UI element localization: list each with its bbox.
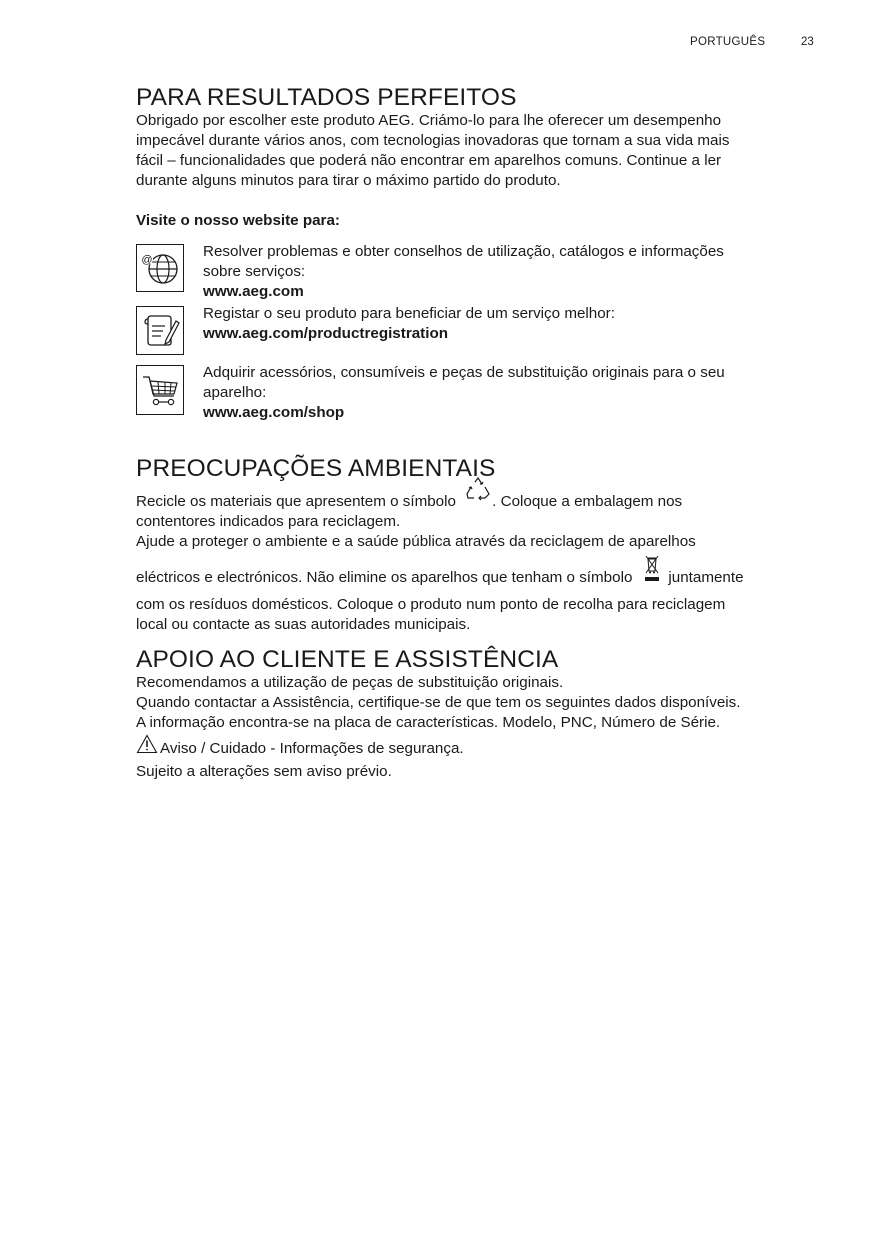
environment-line: contentores indicados para reciclagem. — [136, 513, 401, 530]
recycle-text-after: . Coloque a embalagem nos — [492, 493, 683, 510]
section-title-perfect-results: PARA RESULTADOS PERFEITOS — [136, 84, 517, 111]
visit-website-heading: Visite o nosso website para: — [136, 212, 340, 229]
shop-link-desc: Adquirir acessórios, consumíveis e peças de substituição originais para o seu — [203, 364, 725, 381]
support-line: A informação encontra-se na placa de características. Modelo, PNC, Número de Série. — [136, 714, 721, 731]
warning-text: Aviso / Cuidado - Informações de segurança. — [160, 740, 464, 758]
intro-line: durante alguns minutos para tirar o máximo partido do produto. — [136, 172, 561, 189]
environment-line: local ou contacte as suas autoridades municipais. — [136, 616, 471, 633]
shop-link-text — [203, 363, 803, 423]
weee-text-before: eléctricos e electrónicos. Não elimine os aparelhos que tenham o símbolo — [136, 569, 633, 587]
environment-line: com os resíduos domésticos. Coloque o produto num ponto de recolha para reciclagem — [136, 596, 726, 613]
globe-at-icon — [136, 244, 184, 292]
environment-line — [136, 492, 744, 512]
registration-link-text — [203, 304, 803, 344]
intro-paragraph — [136, 111, 729, 191]
crossed-bin-icon — [644, 555, 660, 589]
support-line: Sujeito a alterações sem aviso prévio. — [136, 763, 392, 780]
support-link-desc: Resolver problemas e obter conselhos de utilização, catálogos e informações — [203, 243, 724, 260]
intro-line: fácil – funcionalidades que poderá não encontrar em aparelhos comuns. Continue a ler — [136, 152, 722, 169]
shop-link-desc: aparelho: — [203, 384, 267, 401]
support-link-text — [203, 242, 803, 302]
recycle-text-before: Recicle os materiais que apresentem o símbolo — [136, 493, 456, 510]
shopping-cart-icon — [136, 365, 184, 415]
header-language: PORTUGUÊS — [690, 36, 766, 48]
warning-line — [136, 736, 740, 762]
recycle-icon — [465, 476, 491, 508]
environment-paragraph — [136, 492, 744, 635]
weee-text-after: juntamente — [668, 569, 744, 587]
section-title-customer-support: APOIO AO CLIENTE E ASSISTÊNCIA — [136, 646, 559, 673]
registration-link-desc: Registar o seu produto para beneficiar de um serviço melhor: — [203, 305, 615, 322]
intro-line: Obrigado por escolher este produto AEG. Criámo-lo para lhe oferecer um desempenho — [136, 112, 722, 129]
svg-text:@: @ — [141, 254, 153, 266]
section-title-environment: PREOCUPAÇÕES AMBIENTAIS — [136, 455, 496, 482]
support-line: Recomendamos a utilização de peças de substituição originais. — [136, 674, 564, 691]
support-link-desc: sobre serviços: — [203, 263, 306, 280]
intro-line: impecável durante vários anos, com tecnologias inovadoras que tornam a sua vida mais — [136, 132, 730, 149]
product-registration-link[interactable]: www.aeg.com/productregistration — [203, 325, 449, 342]
warning-triangle-icon — [136, 734, 158, 760]
aeg-shop-link[interactable]: www.aeg.com/shop — [203, 404, 345, 421]
support-paragraph — [136, 673, 740, 782]
registration-form-icon — [136, 306, 184, 355]
aeg-website-link[interactable]: www.aeg.com — [203, 283, 304, 300]
page-number: 23 — [801, 36, 814, 48]
support-line: Quando contactar a Assistência, certifique-se de que tem os seguintes dados disponíveis. — [136, 694, 741, 711]
environment-line: Ajude a proteger o ambiente e a saúde pública através da reciclagem de aparelhos — [136, 533, 696, 550]
environment-line — [136, 561, 744, 595]
